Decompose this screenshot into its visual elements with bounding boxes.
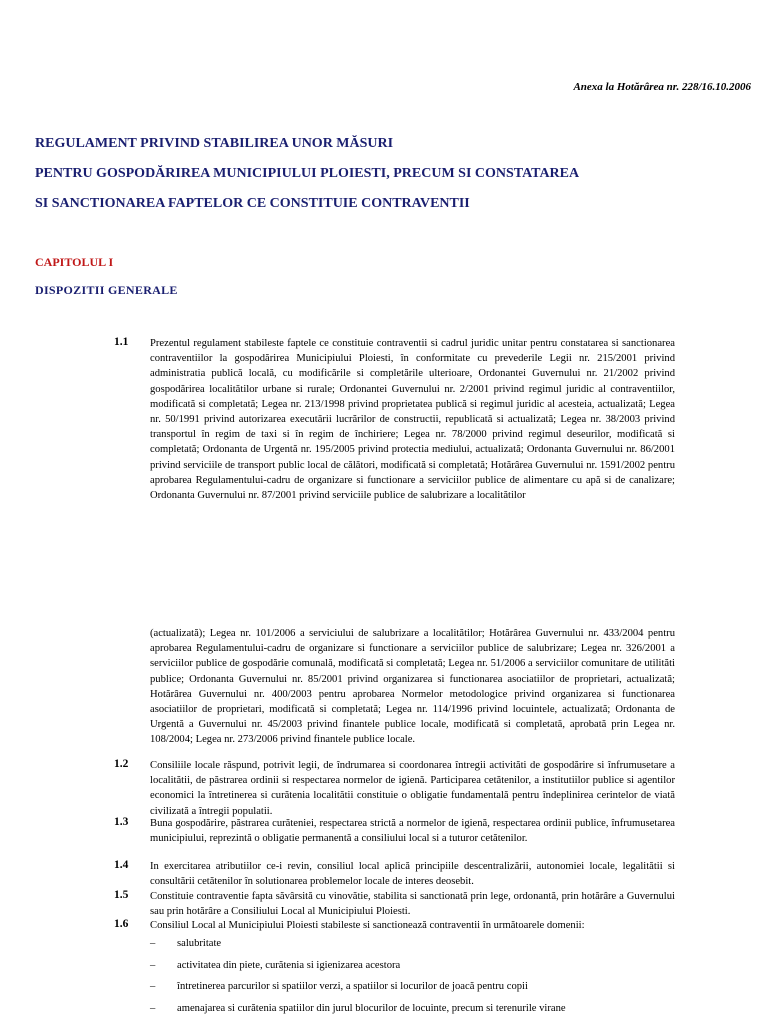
chapter-name: DISPOZITII GENERALE	[35, 283, 178, 297]
dash-bullet: –	[150, 981, 156, 992]
section-text: In exercitarea atributiilor ce-i revin, consiliul local aplică principiile descentralizării, autonomiei locale, legalitătii si consultării cetătenilor în solutionarea problemelor locale de interes deosebit.	[150, 861, 675, 888]
dash-bullet: –	[150, 938, 156, 949]
list-item-text: salubritate	[177, 938, 222, 949]
list-item	[150, 976, 690, 998]
document-title-line-1: REGULAMENT PRIVIND STABILIREA UNOR MĂSURI	[35, 136, 394, 151]
document-title-line-2: PENTRU GOSPODĂRIREA MUNICIPIULUI PLOIESTI, PRECUM SI CONSTATAREA	[35, 166, 580, 181]
document-title-line-3: SI SANCTIONAREA FAPTELOR CE CONSTITUIE CONTRAVENTII	[35, 196, 470, 211]
chapter-label: CAPITOLUL I	[35, 255, 114, 269]
section-text: Buna gospodărire, păstrarea curăteniei, respectarea strictă a normelor de igienă, respectarea ordinii publice, înfrumusetarea municipiului, reprezintă o obligatie permanentă a consiliului local si a tuturor cetătenilor.	[150, 818, 675, 845]
list-item-text: activitatea din piete, curătenia si igienizarea acestora	[177, 959, 401, 971]
dash-bullet: –	[150, 959, 156, 971]
section-text-continuation: (actualizată); Legea nr. 101/2006 a serviciului de salubrizare a localitătilor; Hotărârea Guvernului nr. 433/2004 pentru aprobarea Regulamentului-cadru de organizare si functionare a serviciilor publice de salubrizare; Legea nr. 326/2001 a serviciilor publice de gospodărie comunală, modificată si completată; Legea nr. 51/2006 a serviciilor comunitare de utilităti publice; Ordonanta Guvernului nr. 85/2001 privind organizarea si functionarea asociatiilor de proprietari, actualizată; Hotărârea Guvernului nr. 400/2003 pentru aprobarea Normelor metodologice privind organizarea si functionarea asociatiilor de proprietari, modificată si completată; Legea nr. 114/1996 privind locuintele, actualizată; Ordonanta de Urgentă a Guvernului nr. 45/2003 privind finantele publice locale, modificată si completată, aprobată prin Legea nr. 108/2004; Legea nr. 273/2006 privind finantele publice locale.	[150, 628, 675, 746]
annex-reference: Anexa la Hotărârea nr. 228/16.10.2006	[573, 81, 751, 93]
section-text: Prezentul regulament stabileste faptele ce constituie contraventii si cadrul juridic unitar pentru constatarea si sanctionarea contraventiilor la gospodărirea Municipiului Ploiesti, în conformitate cu prevederile Legii nr. 215/2001 privind administratia publică locală, cu modificările si completările ulterioare, Ordonantei Guvernului nr. 21/2002 privind gospodărirea localitătilor urbane si rurale; Ordonantei Guvernului nr. 2/2001 privind regimul juridic al contraventiilor, modificată si completată; Legea nr. 213/1998 privind proprietatea publică si regimul juridic al acesteia, actualizată; Legea nr. 50/1991 privind autorizarea executării lucrărilor de constructii, republicată si actualizată; Legea nr. 38/2003 privind transportul în regim de taxi si în regim de închiriere; Legea nr. 78/2000 privind regimul deseurilor, modificată si completată; Ordonanta de Urgentă nr. 195/2005 privind protectia mediului, actualizată; Ordonanta Guvernului nr. 86/2001 privind serviciile de transport public local de călători, modificată si completată; Hotărârea Guvernului nr. 1591/2002 pentru aprobarea Regulamentului-cadru de organizare si functionare a serviciilor publice de alimentare cu apă si de canalizare; Ordonanta Guvernului nr. 87/2001 privind serviciile publice de salubrizare a localitătilor	[150, 338, 675, 502]
section-number: 1.3	[114, 816, 129, 828]
domain-list	[150, 933, 690, 1019]
dash-bullet: –	[150, 1002, 156, 1014]
section-text: Consiliul Local al Municipiului Ploiesti stabileste si sanctionează contraventii în următoarele domenii:	[150, 920, 585, 931]
list-item	[150, 933, 690, 955]
section-number: 1.4	[114, 859, 129, 871]
section-text: Constituie contraventie fapta săvârsită cu vinovătie, stabilita si sanctionată prin lege, ordonantă, prin hotărâre a Guvernului sau prin hotărâre a Consiliului Local al Municipiului Ploiesti.	[150, 891, 675, 918]
list-item-text: întretinerea parcurilor si spatiilor verzi, a spatiilor si locurilor de joacă pentru copii	[177, 981, 528, 992]
section-number: 1.6	[114, 918, 129, 930]
section-text: Consiliile locale răspund, potrivit legii, de îndrumarea si coordonarea întregii activităti de gospodărire si înfrumusetare a localitătii, de păstrarea ordinii si respectarea normelor de igienă. Participarea cetătenilor, a institutiilor publice si agentilor economici la întretinerea si curătenia localitătii constituie o obligatie fundamentală pentru îndeplinirea cerintelor de viată civilizată a întregii populatii.	[150, 760, 675, 817]
section-number: 1.2	[114, 758, 129, 770]
list-item-text: amenajarea si curătenia spatiilor din jurul blocurilor de locuinte, precum si terenurile virane	[177, 1002, 566, 1014]
section-number: 1.1	[114, 336, 129, 348]
section-number: 1.5	[114, 889, 129, 901]
list-item	[150, 998, 690, 1020]
list-item	[150, 955, 690, 977]
